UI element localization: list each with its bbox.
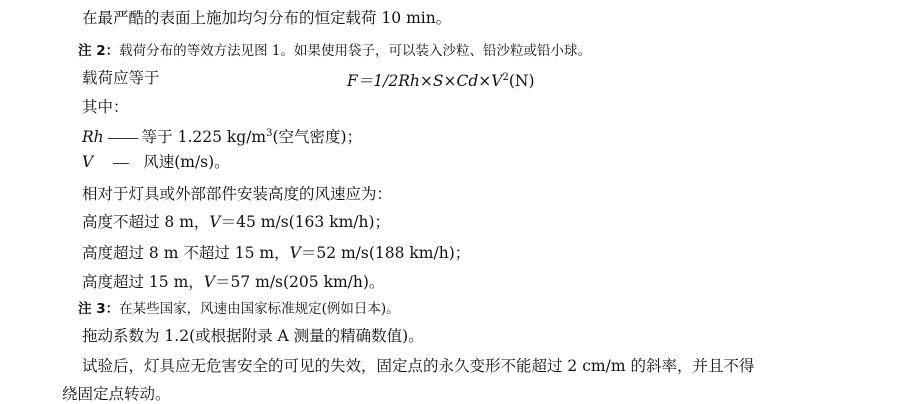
load-application-sentence: 在最严酷的表面上施加均匀分布的恒定载荷 10 min。 <box>82 9 452 27</box>
where-heading <box>82 97 129 117</box>
note-3-text: 在某些国家，风速由国家标准规定(例如日本)。 <box>119 301 400 317</box>
load-application-text <box>82 8 451 28</box>
note-3-label: 注 3： <box>78 301 120 317</box>
where-label: 其中： <box>82 98 129 116</box>
rh-definition-note: (空气密度)； <box>272 128 363 146</box>
definition-dash <box>108 138 138 139</box>
definition-dash <box>113 163 129 164</box>
wind-intro-text: 相对于灯具或外部部件安装高度的风速应为： <box>82 185 393 203</box>
drag-coefficient-text: 拖动系数为 1.2(或根据附录 A 测量的精确数值)。 <box>82 327 424 345</box>
height-rule-3: 高度超过 15 m，V＝57 m/s(205 km/h)。 <box>82 273 385 291</box>
height-rule-2: 高度超过 8 m 不超过 15 m，V＝52 m/s(188 km/h)； <box>82 244 471 262</box>
rh-definition-superscript: 3 <box>266 128 273 139</box>
drag-coefficient <box>82 326 424 346</box>
load-formula-label: 载荷应等于 <box>82 69 160 87</box>
note-2 <box>78 41 591 61</box>
rh-definition-text: 等于 1.225 kg/m <box>141 128 267 146</box>
v-symbol: V <box>82 153 94 171</box>
note-3 <box>78 299 400 319</box>
note-2-text: 载荷分布的等效方法见图 1。如果使用袋子，可以装入沙粒、铅沙粒或铅小球。 <box>119 43 591 59</box>
rh-symbol: Rh <box>82 128 104 146</box>
rh-definition <box>82 124 362 147</box>
wind-intro <box>82 184 392 204</box>
v-definition-text: 风速(m/s)。 <box>143 153 230 171</box>
note-2-label: 注 2： <box>78 43 120 59</box>
post-test-requirement-continued <box>62 384 171 404</box>
post-test-requirement-continued-text: 绕固定点转动。 <box>62 385 171 403</box>
load-formula: $F=1/2Rh\times S\times Cd\times V^2(N)$ <box>347 72 535 90</box>
load-formula-line <box>82 68 535 90</box>
height-rule-1: 高度不超过 8 m，V＝45 m/s(163 km/h)； <box>82 213 391 231</box>
post-test-requirement-text: 试验后，灯具应无危害安全的可见的失效，固定点的永久变形不能超过 2 cm/m 的斜率，并且不得 <box>82 357 755 375</box>
post-test-requirement <box>82 356 754 376</box>
v-definition <box>82 152 230 172</box>
